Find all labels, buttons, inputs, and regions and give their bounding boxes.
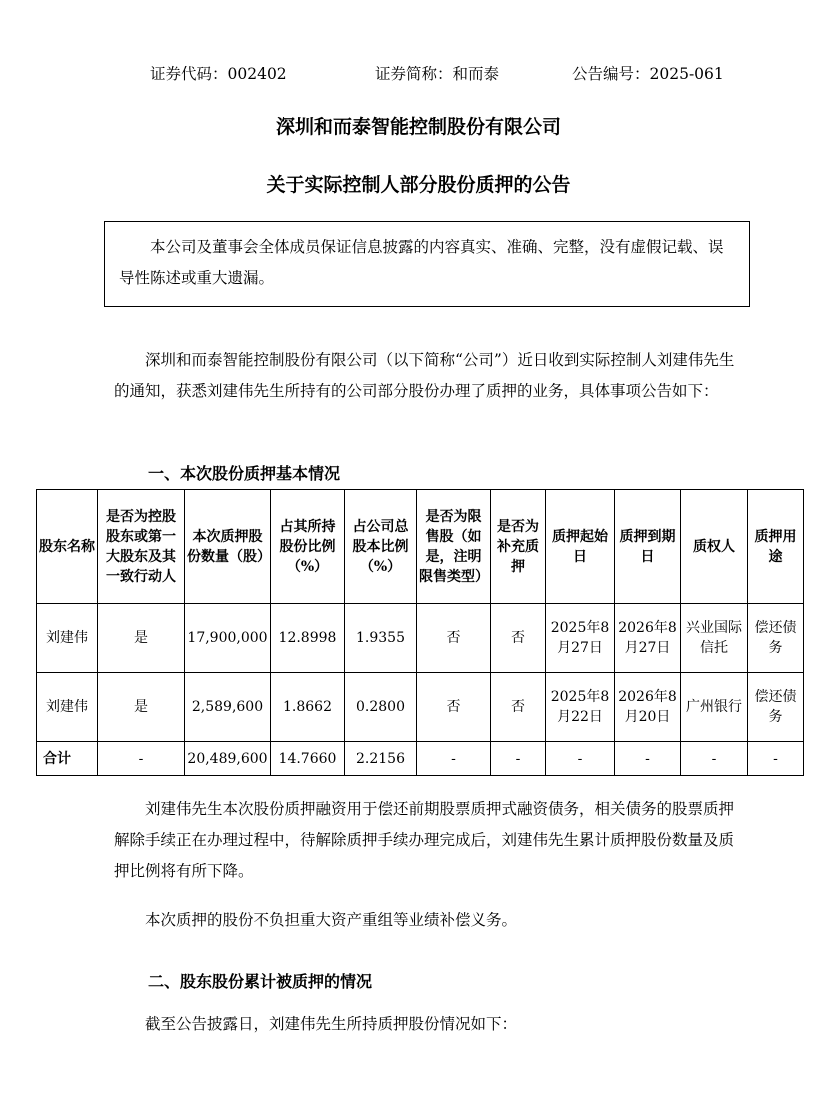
table-header: 质押用途 <box>748 490 804 604</box>
section2-paragraph: 截至公告披露日，刘建伟先生所持质押股份情况如下： <box>145 1015 518 1033</box>
table-cell: 14.7660 <box>271 742 345 776</box>
table-cell: 兴业国际信托 <box>681 604 748 673</box>
compensation-paragraph: 本次质押的股份不负担重大资产重组等业绩补偿义务。 <box>145 911 518 929</box>
section1-heading: 一、本次股份质押基本情况 <box>148 464 341 483</box>
table-cell: 1.9355 <box>345 604 417 673</box>
table-header: 本次质押股份数量（股） <box>185 490 271 604</box>
table-cell: - <box>491 742 546 776</box>
table-cell: 是 <box>98 604 185 673</box>
pledge-table <box>36 489 804 776</box>
table-cell: 2025年8月22日 <box>546 673 615 742</box>
table-header: 股东名称 <box>37 490 98 604</box>
table-cell: - <box>615 742 681 776</box>
section2-heading: 二、股东股份累计被质押的情况 <box>148 972 373 991</box>
stock-abbreviation: 证券简称：和而泰 <box>375 65 500 83</box>
table-cell: 17,900,000 <box>185 604 271 673</box>
table-cell: 刘建伟 <box>37 604 98 673</box>
table-cell: - <box>98 742 185 776</box>
table-cell: 合计 <box>37 742 98 776</box>
table-cell: 1.8662 <box>271 673 345 742</box>
table-cell: 刘建伟 <box>37 673 98 742</box>
financing-paragraph: 刘建伟先生本次股份质押融资用于偿还前期股票质押式融资债务，相关债务的股票质押解除手续正在办理过程中，待解除质押手续办理完成后，刘建伟先生累计质押股份数量及质押比例将有所下降。 <box>114 800 735 880</box>
table-row <box>37 604 804 673</box>
announcement-title: 关于实际控制人部分股份质押的公告 <box>266 174 571 196</box>
table-cell: 20,489,600 <box>185 742 271 776</box>
table-header: 质权人 <box>681 490 748 604</box>
table-header: 占其所持股份比例（%） <box>271 490 345 604</box>
table-cell: - <box>748 742 804 776</box>
intro-paragraph: 深圳和而泰智能控制股份有限公司（以下简称“公司”）近日收到实际控制人刘建伟先生的通知，获悉刘建伟先生所持有的公司部分股份办理了质押的业务，具体事项公告如下： <box>114 351 735 400</box>
table-cell: 2,589,600 <box>185 673 271 742</box>
table-cell: 0.2800 <box>345 673 417 742</box>
notice-box <box>104 221 750 307</box>
table-cell: - <box>417 742 491 776</box>
table-header: 质押起始日 <box>546 490 615 604</box>
company-title: 深圳和而泰智能控制股份有限公司 <box>275 116 561 138</box>
table-cell: 12.8998 <box>271 604 345 673</box>
table-header: 是否为限售股（如是，注明限售类型） <box>417 490 491 604</box>
table-cell: 否 <box>491 604 546 673</box>
table-header: 是否为补充质押 <box>491 490 546 604</box>
table-header: 占公司总股本比例（%） <box>345 490 417 604</box>
table-cell: 偿还债务 <box>748 673 804 742</box>
table-header: 是否为控股股东或第一大股东及其一致行动人 <box>98 490 185 604</box>
table-row <box>37 673 804 742</box>
table-header: 质押到期日 <box>615 490 681 604</box>
table-cell: 否 <box>491 673 546 742</box>
table-cell: 否 <box>417 604 491 673</box>
table-cell: 是 <box>98 673 185 742</box>
announcement-number: 公告编号：2025-061 <box>572 65 724 83</box>
stock-code: 证券代码：002402 <box>150 65 287 83</box>
notice-text: 本公司及董事会全体成员保证信息披露的内容真实、准确、完整，没有虚假记载、误导性陈述或重大遗漏。 <box>119 238 724 287</box>
table-header-row <box>37 490 804 604</box>
table-total-row <box>37 742 804 776</box>
table-cell: - <box>681 742 748 776</box>
table-cell: 广州银行 <box>681 673 748 742</box>
table-cell: 2.2156 <box>345 742 417 776</box>
table-cell: 2025年8月27日 <box>546 604 615 673</box>
table-cell: 否 <box>417 673 491 742</box>
table-cell: - <box>546 742 615 776</box>
table-cell: 2026年8月20日 <box>615 673 681 742</box>
table-cell: 2026年8月27日 <box>615 604 681 673</box>
table-cell: 偿还债务 <box>748 604 804 673</box>
